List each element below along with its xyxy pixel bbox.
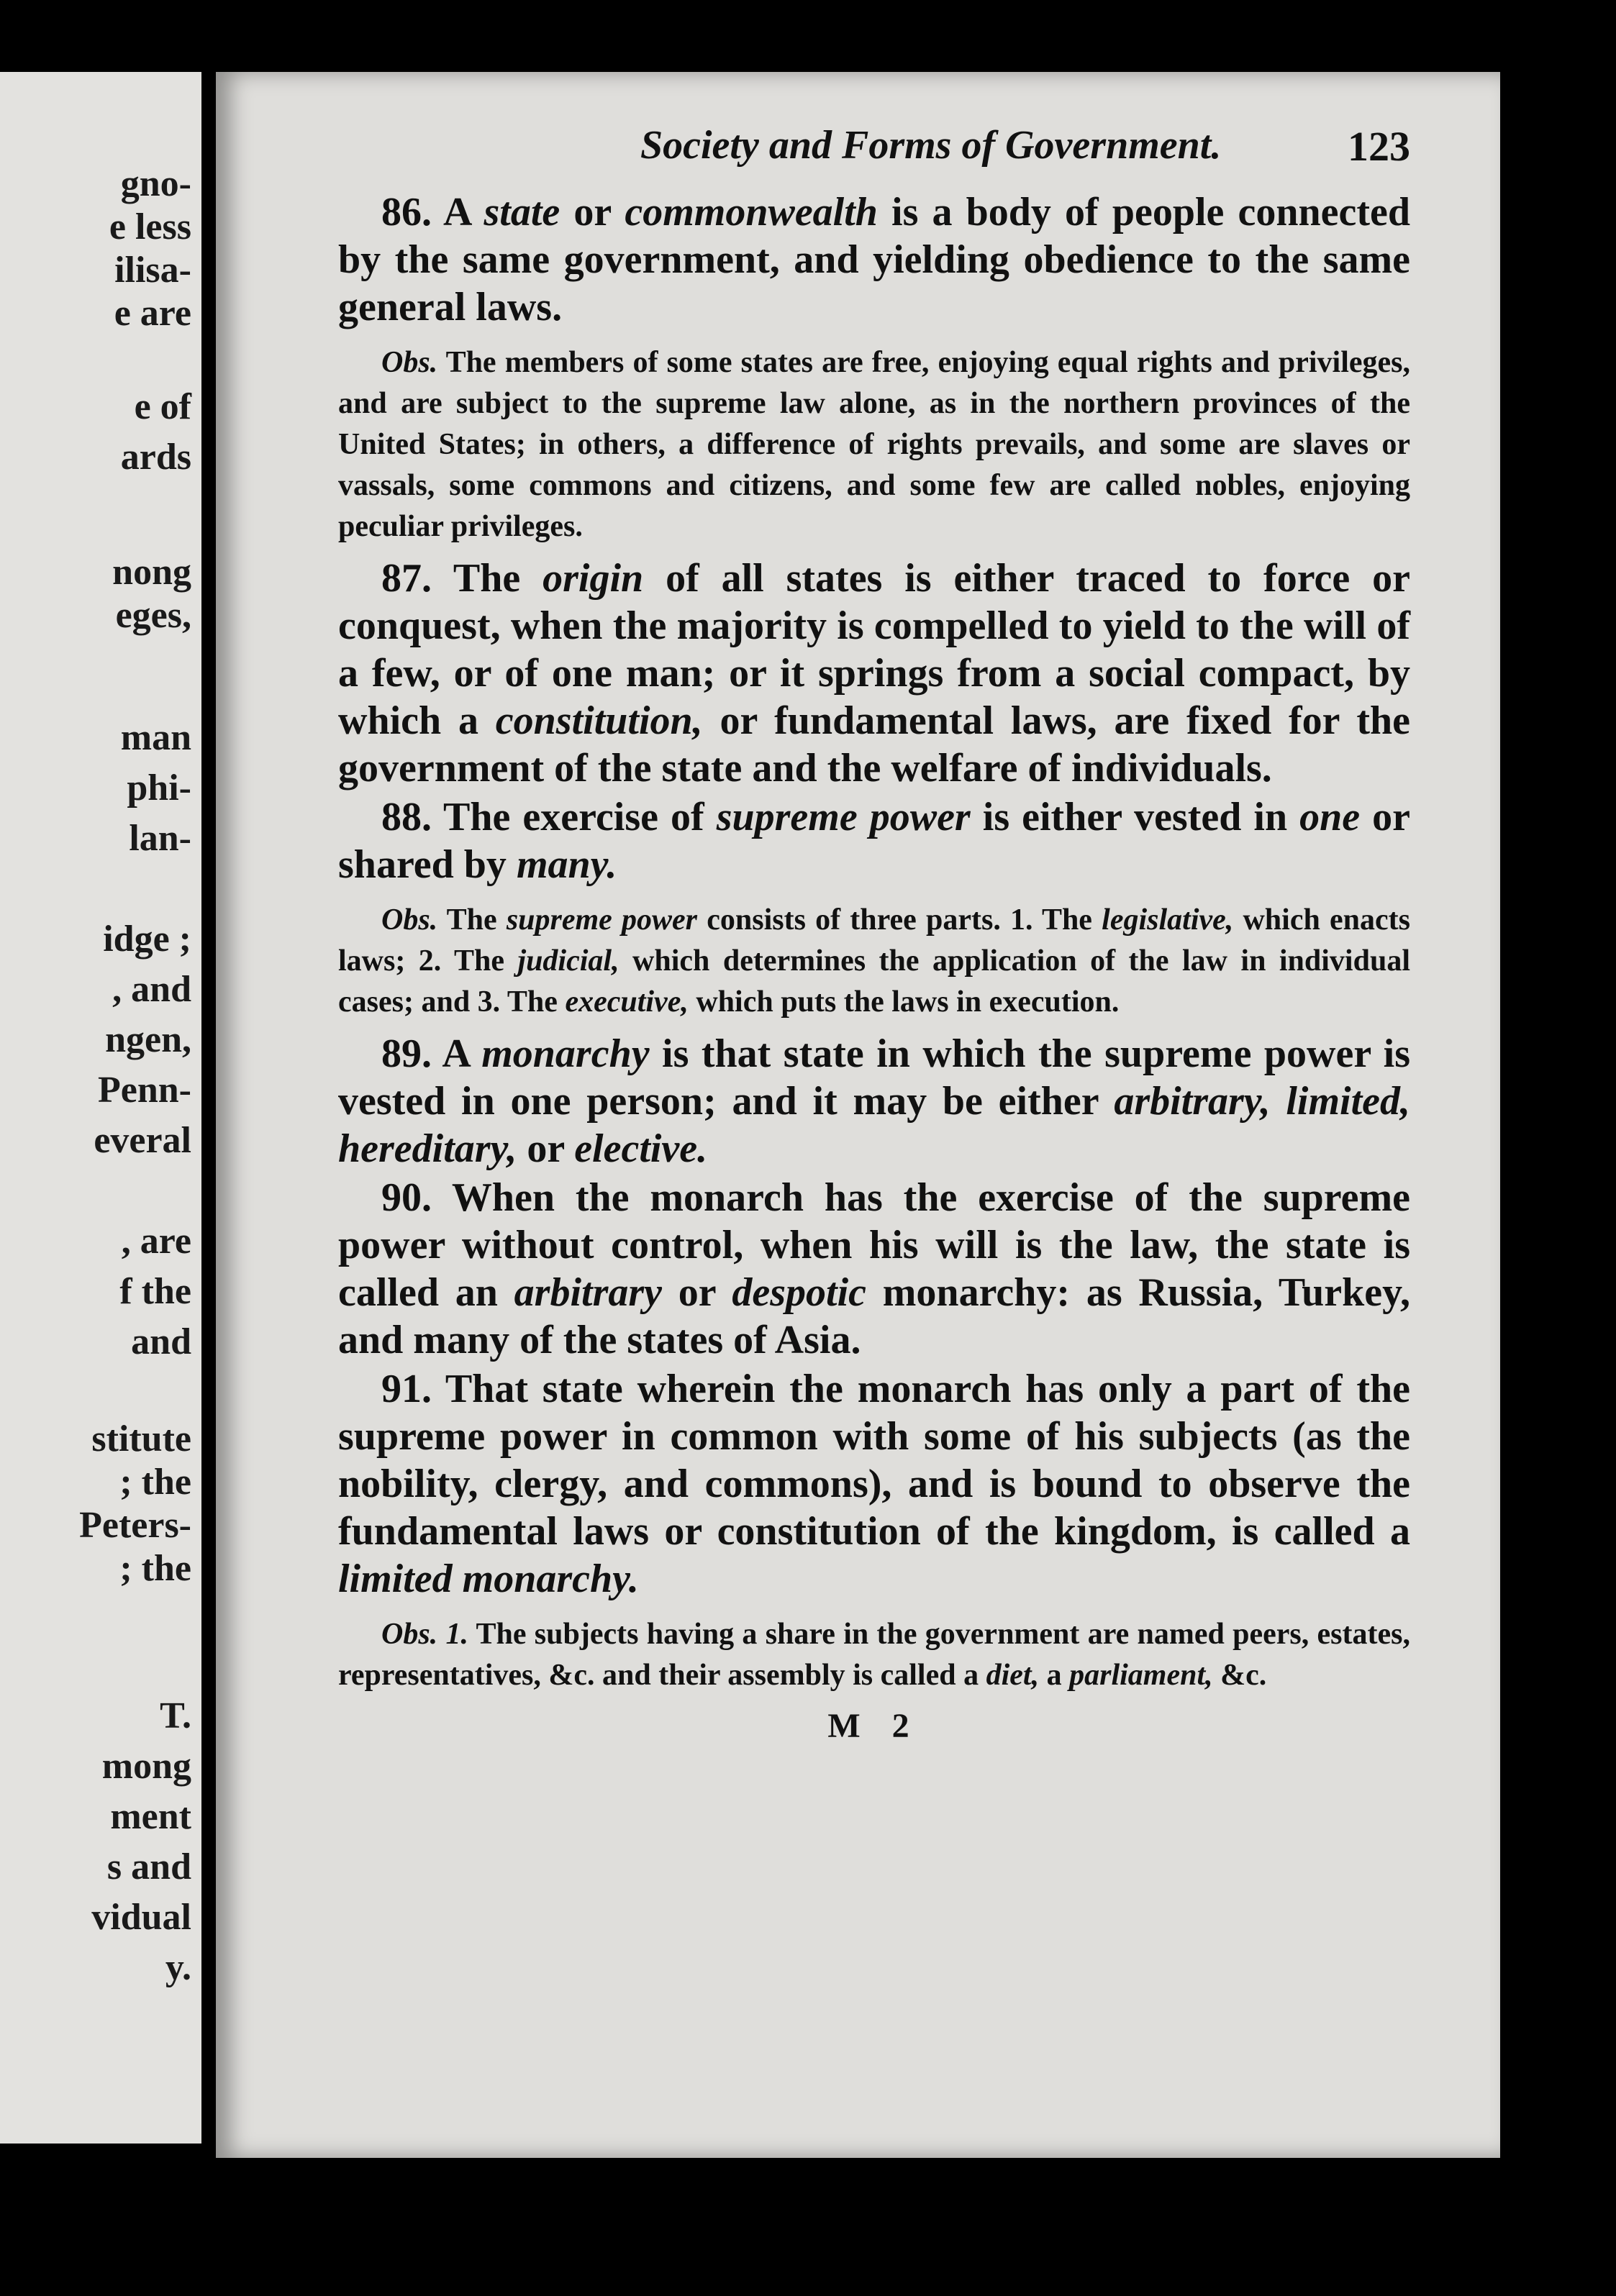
- italic-term: elective.: [574, 1126, 708, 1171]
- italic-term: supreme power: [716, 795, 971, 839]
- italic-term: judicial,: [517, 944, 619, 978]
- left-page-fragment: Penn-: [98, 1070, 191, 1111]
- italic-term: diet,: [986, 1659, 1040, 1692]
- obs-label: Obs.: [381, 346, 438, 379]
- left-page-fragment: ngen,: [105, 1019, 191, 1060]
- text-run: When the monarch has the exercise of the supreme power without control, when his will is the law, the state is called an: [338, 1175, 1410, 1315]
- text-run: The members of some states are free, enjoying equal rights and privileges, and are subject to the supreme law alone, as in the northern provinces of the United States; in others, a difference of rights prevails, and some are slaves or vassals, some commons and citizens, and some few are called nobles, enjoying peculiar privileges.: [338, 346, 1410, 543]
- left-page-fragment: stitute: [91, 1418, 191, 1459]
- left-page-fragment: gno-: [120, 163, 191, 204]
- text-run: That state wherein the monarch has only a part of the supreme power in common with some of his subjects (as the nobility, clergy, and commons), and is bound to observe the fundamental laws or constitution of the kingdom, is called a: [338, 1367, 1410, 1554]
- text-run: which enacts laws; 2. The: [338, 903, 1410, 978]
- italic-term: origin: [543, 556, 644, 601]
- page-header: [338, 115, 1410, 187]
- obs-label: Obs. 1.: [381, 1618, 468, 1651]
- italic-term: state: [484, 190, 560, 234]
- book-page: [216, 72, 1500, 2158]
- italic-term: many.: [516, 842, 617, 887]
- left-page-fragment: phi-: [127, 767, 191, 808]
- left-page-fragment: ards: [120, 437, 191, 478]
- text-run: or: [517, 1126, 575, 1171]
- left-page-fragment: f the: [119, 1271, 191, 1312]
- paragraph-number: 86.: [381, 190, 432, 234]
- signature-mark: M 2: [827, 1707, 921, 1745]
- left-page-fragment: e of: [134, 386, 191, 427]
- italic-term: monarchy: [481, 1031, 650, 1076]
- italic-term: arbitrary: [514, 1270, 663, 1315]
- left-page-fragment: ment: [110, 1796, 191, 1837]
- paragraph-number: 87.: [381, 556, 432, 601]
- text-run: &c.: [1212, 1659, 1267, 1692]
- left-page-fragment: nong: [112, 552, 191, 593]
- text-run: A: [432, 190, 484, 234]
- running-title: Society and Forms of Government.: [640, 123, 1222, 168]
- text-run: or: [662, 1270, 732, 1315]
- facing-page-left: [0, 72, 201, 2144]
- left-page-fragment: T.: [160, 1695, 191, 1736]
- italic-term: parliament,: [1069, 1659, 1213, 1692]
- numbered-paragraph: [338, 555, 1410, 792]
- italic-term: limited monarchy.: [338, 1557, 639, 1601]
- text-run: The exercise of: [432, 795, 717, 839]
- numbered-paragraph: [338, 793, 1410, 888]
- left-page-fragment: Peters-: [79, 1505, 191, 1546]
- text-run: The: [432, 556, 543, 601]
- text-run: is a body of people connected by the same government, and yielding obedience to the same general laws.: [338, 190, 1410, 329]
- text-run: is either vested in: [970, 795, 1300, 839]
- left-page-fragment: e less: [109, 206, 191, 247]
- text-run: or fundamental laws, are fixed for the government of the state and the welfare of individuals.: [338, 698, 1410, 791]
- obs-label: Obs.: [381, 903, 438, 937]
- numbered-paragraph: [338, 188, 1410, 331]
- left-page-fragment: eges,: [115, 595, 191, 636]
- paragraph-number: 90.: [381, 1175, 432, 1220]
- text-run: a: [1039, 1659, 1070, 1692]
- italic-term: commonwealth: [625, 190, 878, 234]
- text-run: The subjects having a share in the government are named peers, estates, representatives, &c. and their assembly is called a: [338, 1618, 1410, 1692]
- italic-term: supreme power: [506, 903, 698, 937]
- left-page-fragment: mong: [101, 1746, 191, 1787]
- left-page-fragment: s and: [106, 1846, 191, 1887]
- left-page-fragment: ilisa-: [114, 250, 191, 291]
- left-page-fragment: e are: [114, 293, 191, 334]
- text-run: consists of three parts. 1. The: [697, 903, 1102, 937]
- text-run: The: [437, 903, 507, 937]
- body-text: [338, 188, 1410, 1696]
- numbered-paragraph: [338, 1030, 1410, 1172]
- italic-term: constitution,: [495, 698, 703, 743]
- page-number: 123: [1348, 123, 1410, 170]
- text-run: or shared by: [338, 795, 1411, 887]
- left-page-fragment: everal: [94, 1120, 191, 1161]
- left-page-fragment: , and: [112, 969, 191, 1010]
- paragraph-number: 91.: [381, 1367, 432, 1411]
- italic-term: one: [1299, 795, 1361, 839]
- paragraph-number: 88.: [381, 795, 432, 839]
- left-page-fragment: y.: [165, 1947, 191, 1988]
- left-page-fragment: lan-: [129, 818, 191, 859]
- left-page-fragment: idge ;: [103, 919, 191, 960]
- left-page-fragment: man: [120, 717, 191, 758]
- left-page-fragment: vidual: [91, 1897, 191, 1938]
- numbered-paragraph: [338, 1365, 1410, 1603]
- italic-term: arbitrary, limited, hereditary,: [338, 1079, 1410, 1171]
- left-page-fragment: ; the: [119, 1548, 191, 1589]
- left-page-fragment: , are: [121, 1221, 191, 1262]
- observation-note: [338, 900, 1410, 1023]
- text-column: [338, 115, 1410, 1746]
- left-page-fragment: ; the: [119, 1462, 191, 1503]
- italic-term: legislative,: [1102, 903, 1234, 937]
- text-run: or: [560, 190, 625, 234]
- paragraph-number: 89.: [381, 1031, 432, 1076]
- left-page-fragment: and: [131, 1321, 191, 1362]
- text-run: which determines the application of the law in individual cases; and 3. The: [338, 944, 1410, 1019]
- text-run: monarchy: as Russia, Turkey, and many of the states of Asia.: [338, 1270, 1410, 1362]
- text-run: is that state in which the supreme power is vested in one person; and it may be either: [338, 1031, 1411, 1124]
- text-run: A: [432, 1031, 482, 1076]
- italic-term: executive,: [565, 985, 689, 1019]
- observation-note: [338, 1614, 1410, 1696]
- italic-term: despotic: [732, 1270, 867, 1315]
- text-run: of all states is either traced to force or conquest, when the majority is compelled to yield to the will of a few, or of one man; or it springs from a social compact, by which a: [338, 556, 1411, 743]
- observation-note: [338, 342, 1410, 547]
- text-run: which puts the laws in execution.: [688, 985, 1120, 1019]
- numbered-paragraph: [338, 1174, 1410, 1364]
